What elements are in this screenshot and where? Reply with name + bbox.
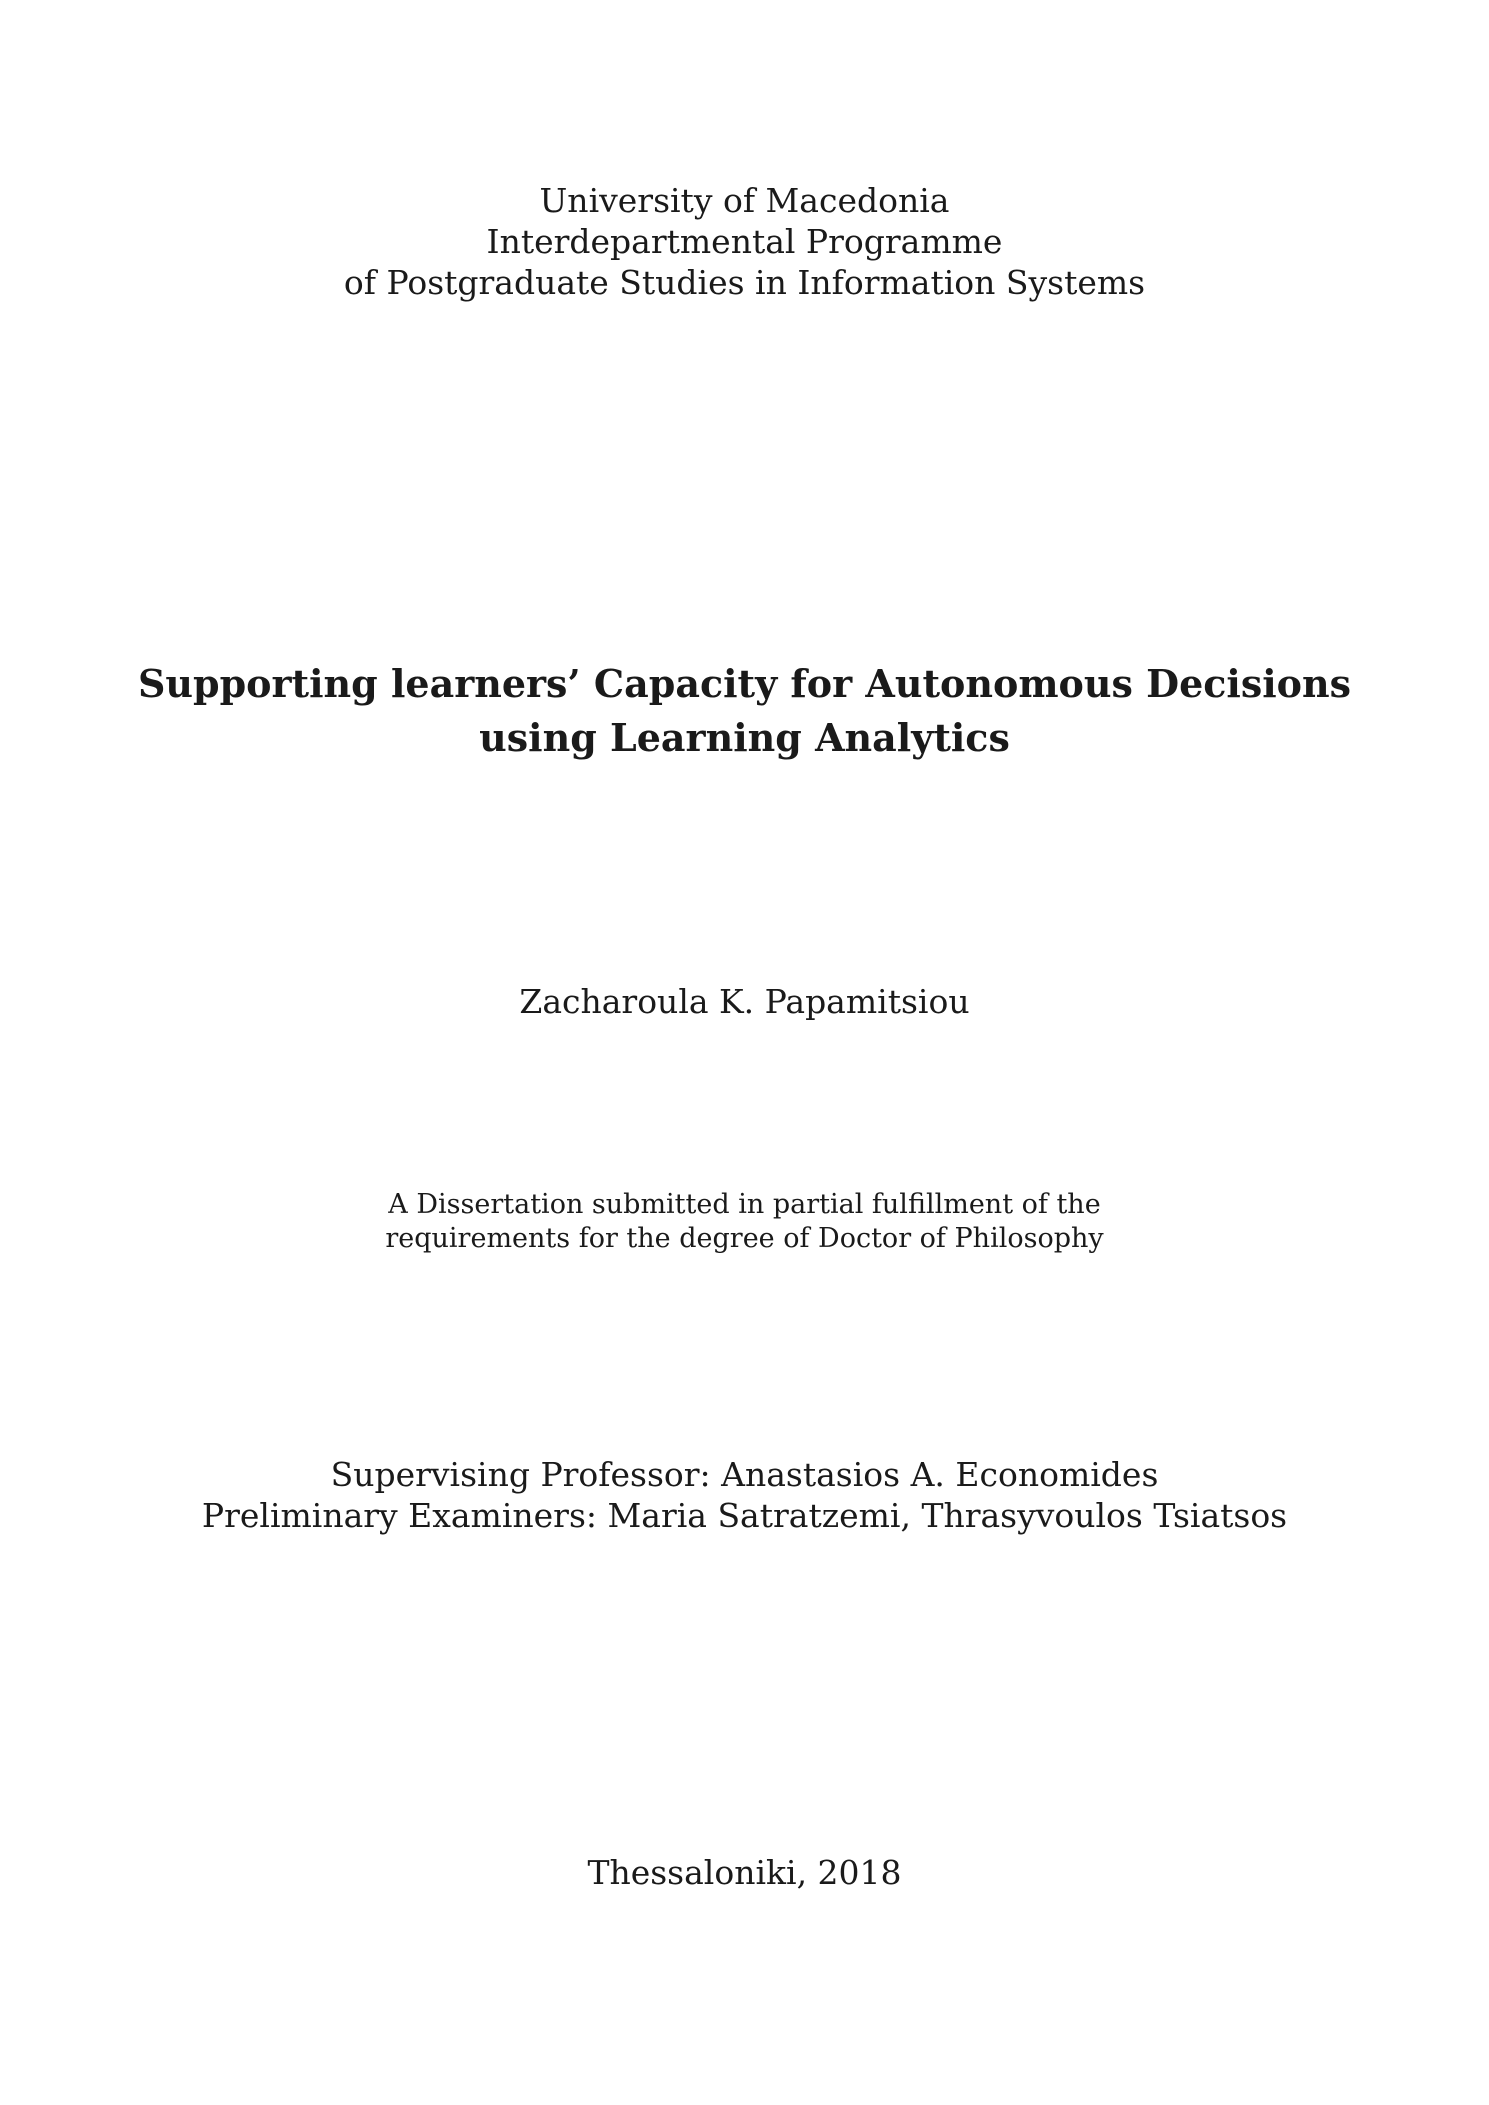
thesis-title-line-2: using Learning Analytics [479, 715, 1010, 760]
institution-heading [0, 180, 1489, 303]
committee [0, 1454, 1489, 1536]
author-name: Zacharoula K. Papamitsiou [519, 982, 970, 1021]
supervising-professor: Supervising Professor: Anastasios A. Economides [330, 1455, 1159, 1494]
preliminary-examiners: Preliminary Examiners: Maria Satratzemi, Thrasyvoulos Tsiatsos [201, 1496, 1288, 1535]
dissertation-statement [0, 1188, 1489, 1256]
programme-subtitle: of Postgraduate Studies in Information Systems [343, 263, 1146, 302]
dissertation-statement-line-1: A Dissertation submitted in partial fulfillment of the [388, 1189, 1101, 1220]
programme-name: Interdepartmental Programme [486, 222, 1003, 261]
university-name: University of Macedonia [539, 181, 950, 220]
dissertation-statement-line-2: requirements for the degree of Doctor of Philosophy [385, 1223, 1104, 1254]
thesis-title-line-1: Supporting learners’ Capacity for Autonomous Decisions [137, 661, 1352, 706]
thesis-title [0, 657, 1489, 765]
place-and-date: Thessaloniki, 2018 [587, 1853, 902, 1892]
